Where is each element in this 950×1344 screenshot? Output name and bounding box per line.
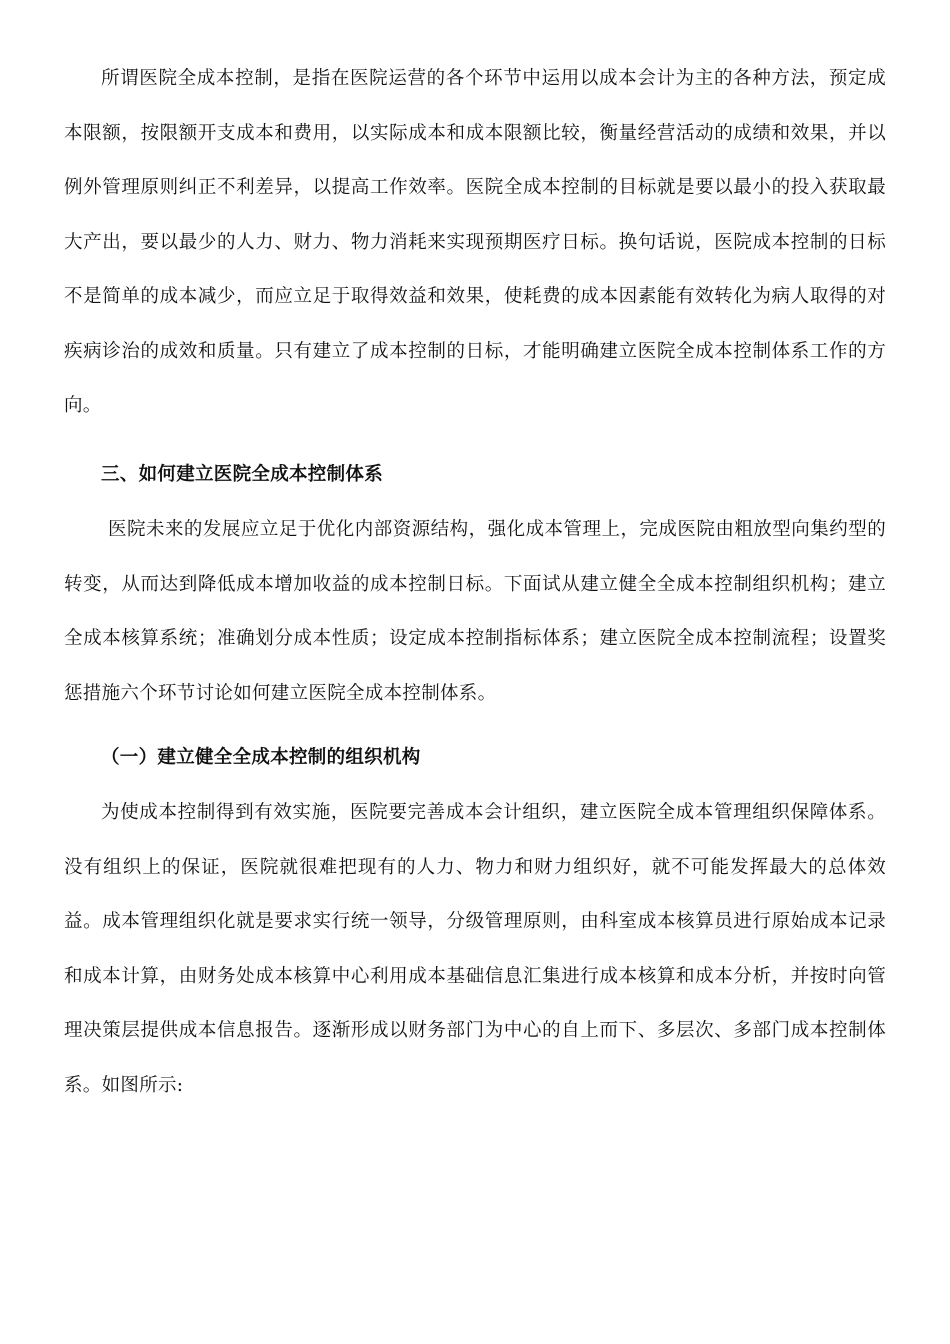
section-heading-build-system: 三、如何建立医院全成本控制体系 xyxy=(101,464,384,485)
body-paragraph-organization: 为使成本控制得到有效实施，医院要完善成本会计组织，建立医院全成本管理组织保障体系。没有组织上的保证，医院就很难把现有的人力、物力和财力组织好，就不可能发挥最大的总体效益。成本管理组织化就是要求实行统一领导，分级管理原则，由科室成本核算员进行原始成本记录和成本计算，由财务处成本核算中心利用成本基础信息汇集进行成本核算和成本分析，并按时向管理决策层提供成本信息报告。逐渐形成以财务部门为中心的自上而下、多层次、多部门成本控制体系。如图所示: xyxy=(64,802,886,1096)
body-paragraph-cost-control-definition: 所谓医院全成本控制，是指在医院运营的各个环节中运用以成本会计为主的各种方法，预定成本限额，按限额开支成本和费用，以实际成本和成本限额比较，衡量经营活动的成绩和效果，并以例外管理原则纠正不利差异，以提高工作效率。医院全成本控制的目标就是要以最小的投入获取最大产出，要以最少的人力、财力、物力消耗来实现预期医疗日标。换句话说，医院成本控制的日标不是简单的成本减少，而应立足于取得效益和效果，使耗费的成本因素能有效转化为病人取得的对疾病诊治的成效和质量。只有建立了成本控制的日标，才能明确建立医院全成本控制体系工作的方向。 xyxy=(64,68,886,416)
subheading-organization: （一）建立健全全成本控制的组织机构 xyxy=(101,747,421,768)
body-paragraph-future-development: 医院未来的发展应立足于优化内部资源结构，强化成本管理上，完成医院由粗放型向集约型的转变，从而达到降低成本增加收益的成本控制日标。下面试从建立健全全成本控制组织机构；建立全成本核算系统；准确划分成本性质；设定成本控制指标体系；建立医院全成本控制流程；设置奖惩措施六个环节讨论如何建立医院全成本控制体系。 xyxy=(64,519,886,704)
